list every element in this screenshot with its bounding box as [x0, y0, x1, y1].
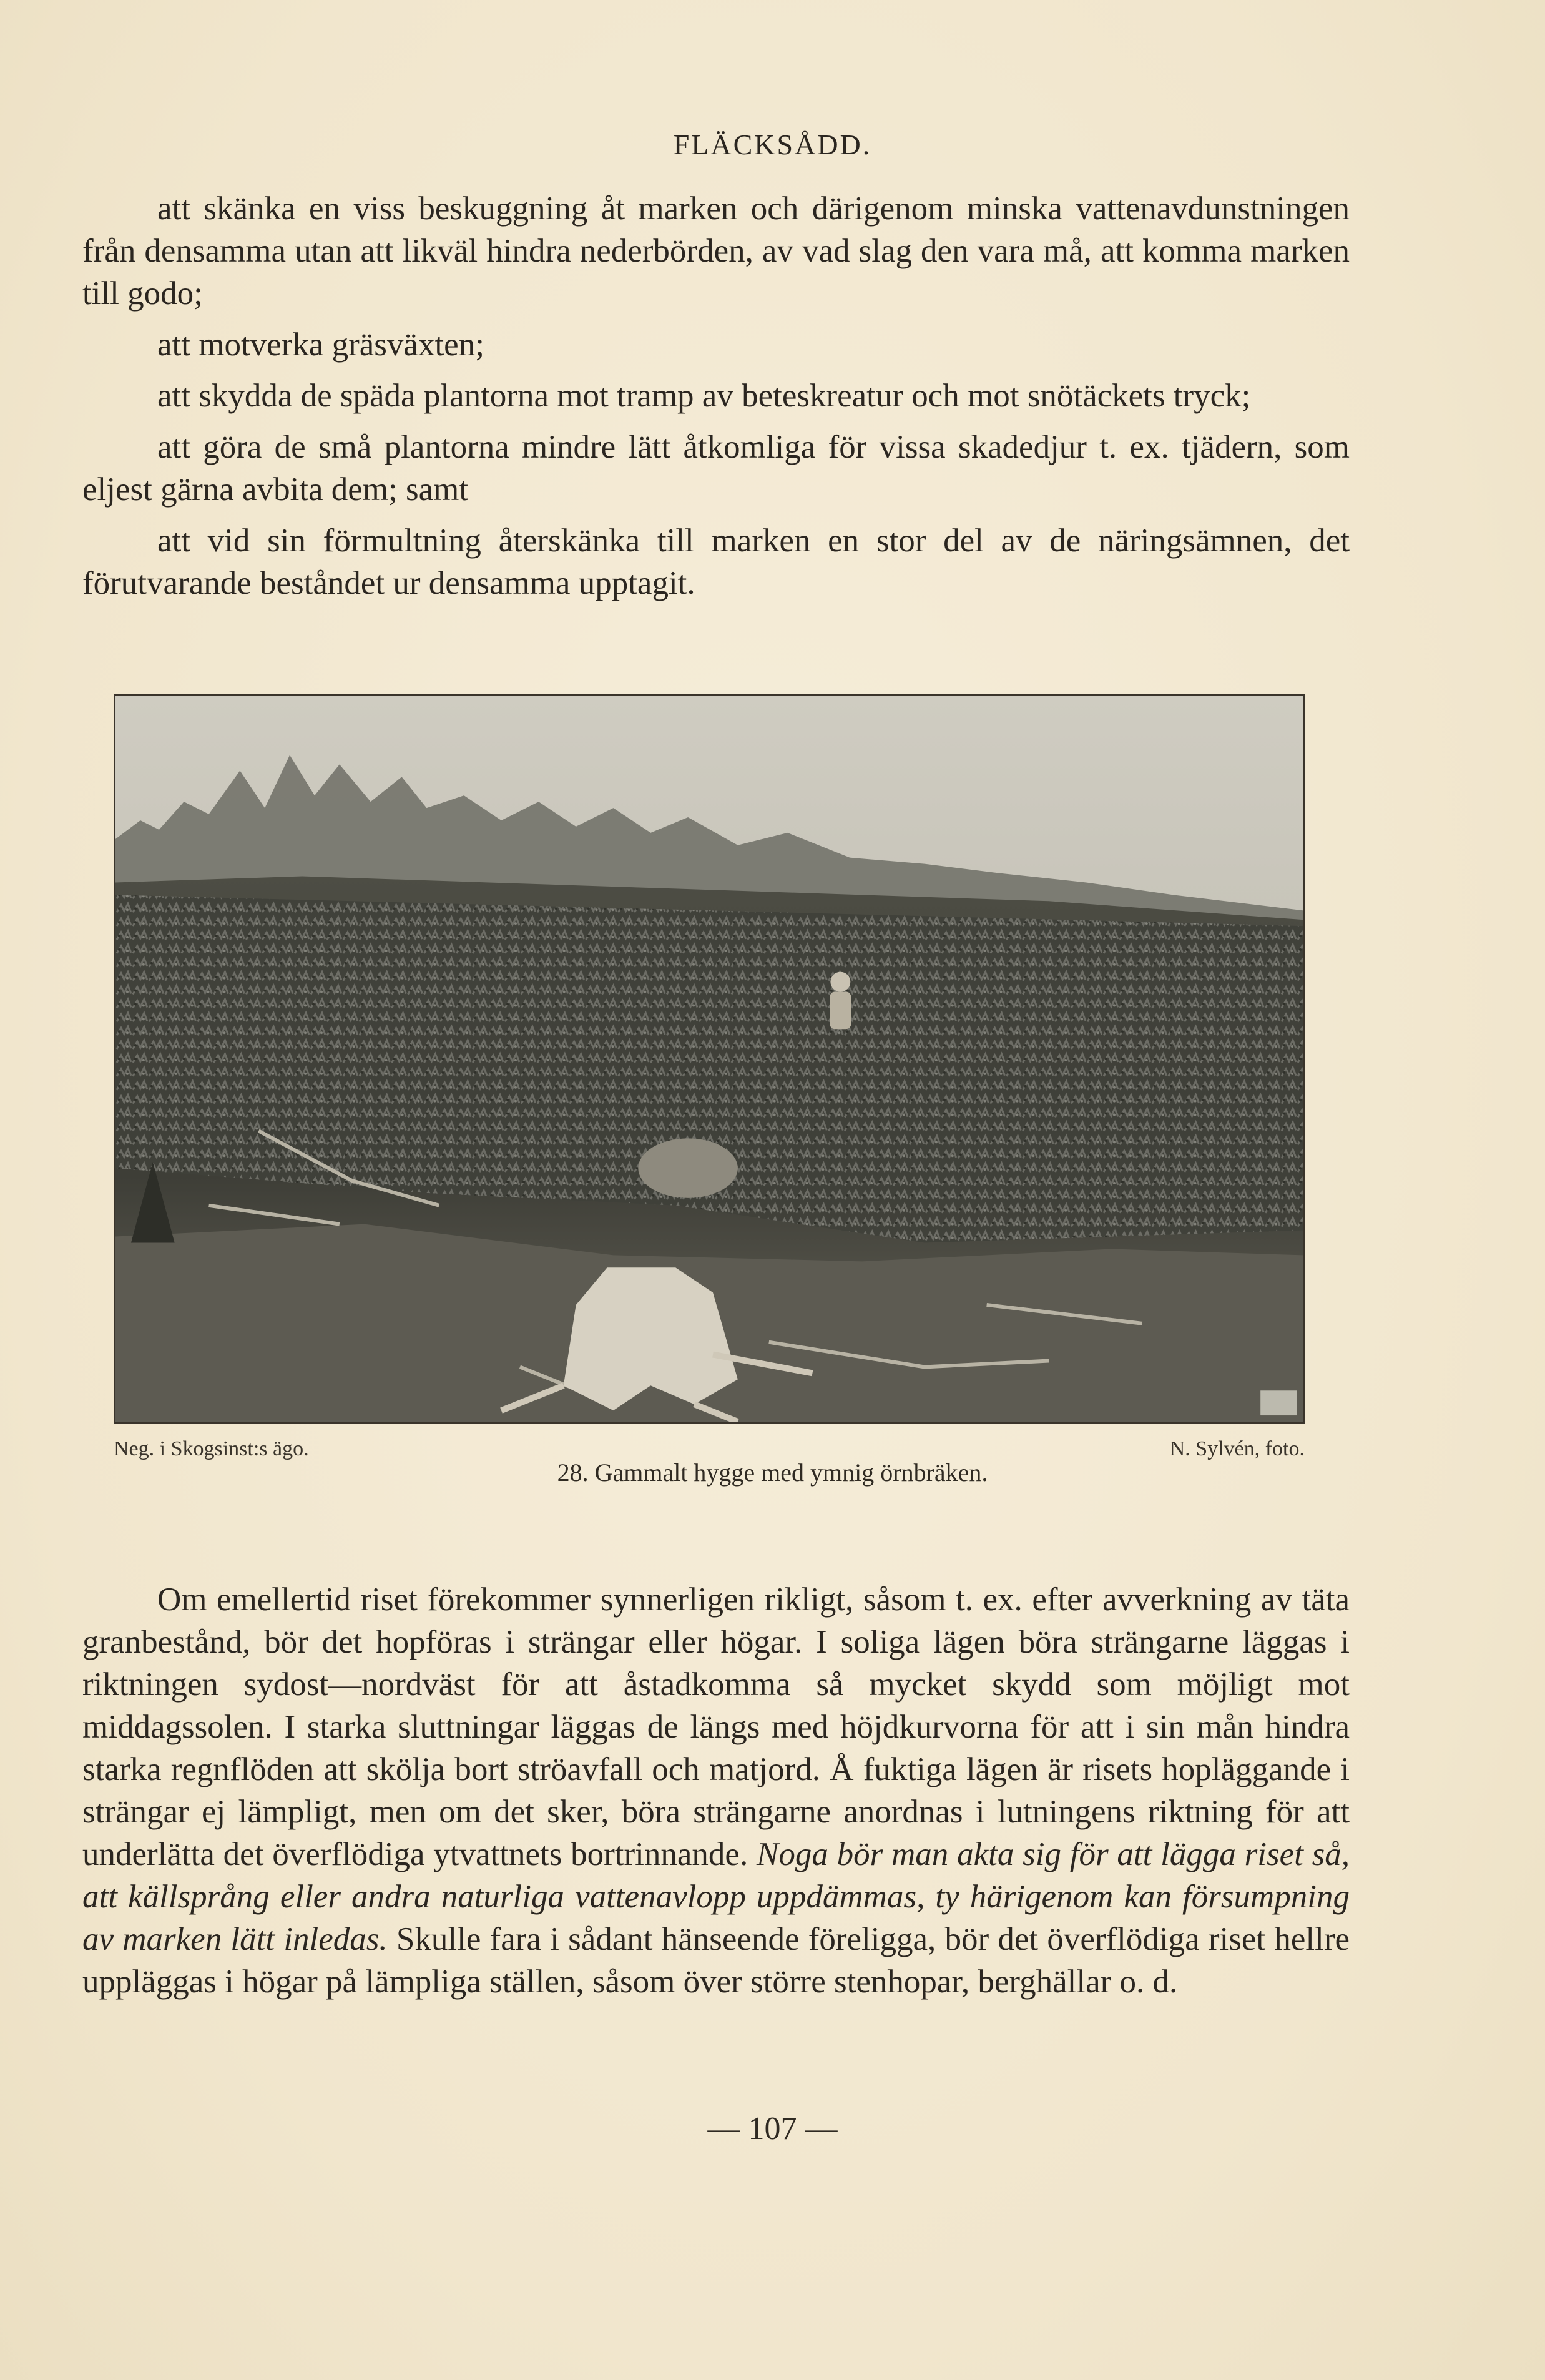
- top-text-block: [82, 187, 1350, 604]
- photo-mark: [1260, 1390, 1297, 1415]
- paragraph: att skänka en viss beskuggning åt marken och därigenom minska vattenavdunstningen från densamma utan att likväl hindra nederbörden, av vad slag den vara må, att komma marken till godo;: [82, 190, 1350, 312]
- paragraph: [82, 1578, 1350, 2003]
- photo-credit-left: Neg. i Skogsinst:s ägo.: [114, 1437, 309, 1460]
- photo-credit-right: N. Sylvén, foto.: [1169, 1437, 1305, 1460]
- running-head: FLÄCKSÅDD.: [673, 129, 872, 160]
- rock: [638, 1138, 737, 1198]
- photograph-fern-clearing: [114, 694, 1305, 1424]
- paragraph-text: Om emellertid riset förekommer synnerligen rikligt, såsom t. ex. efter avverkning av täta granbestånd, bör det hopföras i strängar eller högar. I soliga lägen böra strängarne läggas i riktningen sydost—nordväst för att åstadkomma så mycket skydd som möjligt mot middagssolen. I starka sluttningar läggas de längs med höjdkurvorna för att i sin mån hindra starka regnflöden att skölja bort ströavfall och matjord. Å fuktiga lägen är risets hopläggande i strängar ej lämpligt, men om det sker, böra strängarne anordnas i lutningens riktning för att underlätta det överflödiga ytvattnets bortrinnande.: [82, 1581, 1350, 1872]
- figure-caption: 28. Gammalt hygge med ymnig örnbräken.: [557, 1458, 988, 1487]
- paragraph: att skydda de späda plantorna mot tramp av beteskreatur och mot snötäckets tryck;: [157, 378, 1251, 414]
- person-figure: [830, 972, 851, 1030]
- paragraph: att motverka gräsväxten;: [157, 327, 484, 363]
- paragraph-text-end: Skulle fara i sådant hänseende föreligga, bör det överflödiga riset hellre uppläggas i högar på lämpliga ställen, såsom över större stenhopar, berghällar o. d.: [82, 1921, 1350, 2000]
- paragraph: att vid sin förmultning återskänka till marken en stor del av de näringsämnen, det förutvarande beståndet ur densamma upptagit.: [82, 523, 1350, 601]
- emphasized-text: Noga bör man akta sig för att lägga riset så, att källsprång eller andra naturliga vattenavlopp uppdämmas, ty härigenom kan försumpning av marken lätt inledas.: [82, 1836, 1350, 1957]
- page-number: — 107 —: [707, 2111, 838, 2146]
- bottom-text-block: [82, 1578, 1350, 2003]
- paragraph: att göra de små plantorna mindre lätt åtkomliga för vissa skadedjur t. ex. tjädern, som eljest gärna avbita dem; samt: [82, 429, 1350, 508]
- photo-illustration: [115, 696, 1303, 1422]
